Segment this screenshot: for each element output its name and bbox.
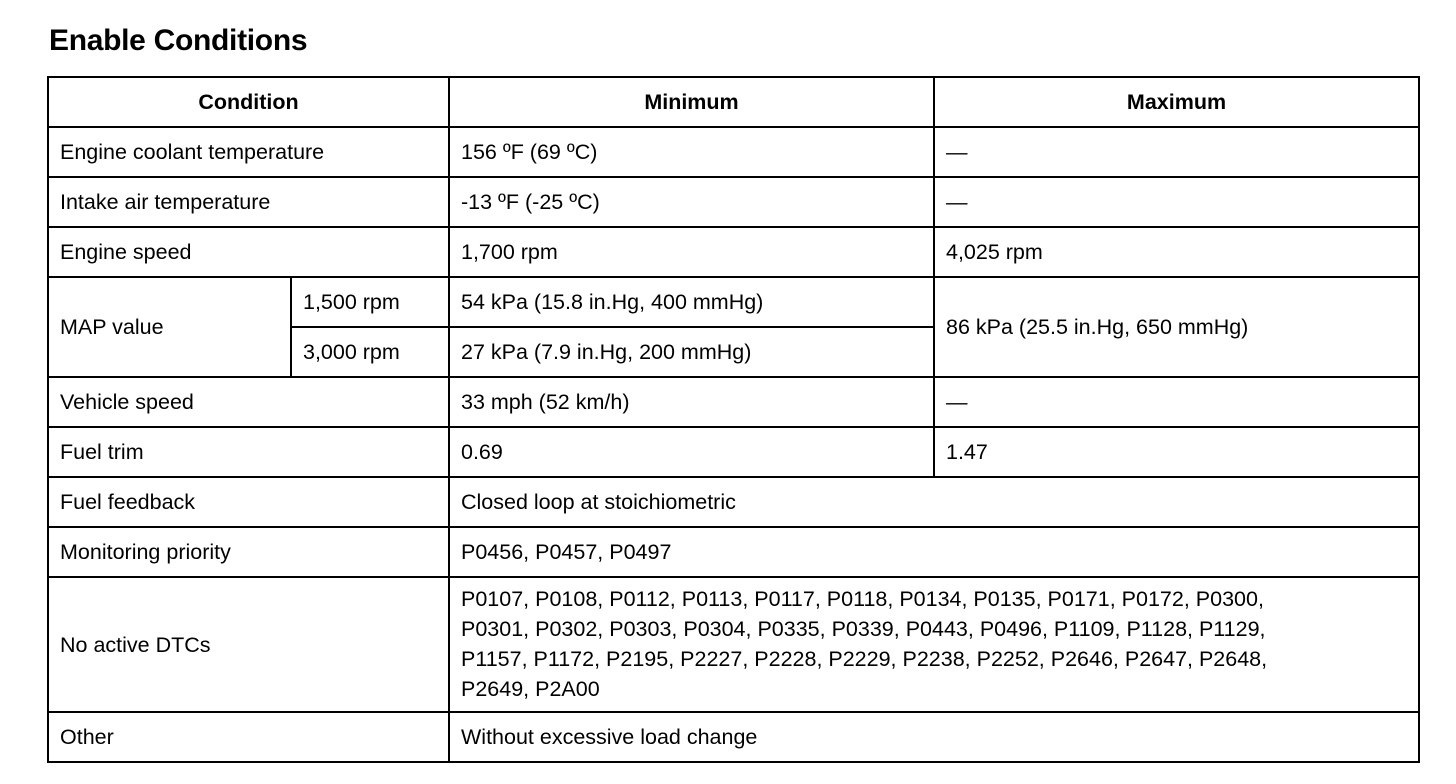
header-maximum: Maximum [934,77,1419,127]
condition-label: Monitoring priority [48,527,449,577]
sub-condition: 1,500 rpm [291,277,449,327]
table-row [48,177,1419,227]
minimum-value: 0.69 [449,427,934,477]
condition-value: Without excessive load change [449,712,1419,762]
minimum-value: -13 ºF (-25 ºC) [449,177,934,227]
table-row [48,577,1419,712]
minimum-value: 33 mph (52 km/h) [449,377,934,427]
dtc-line: P1157, P1172, P2195, P2227, P2228, P2229, P2238, P2252, P2646, P2647, P2648, [461,647,1268,671]
table-row [48,227,1419,277]
condition-label: No active DTCs [48,577,449,712]
maximum-value: — [934,177,1419,227]
table-row [48,377,1419,427]
header-condition: Condition [48,77,449,127]
dtc-line: P0301, P0302, P0303, P0304, P0335, P0339, P0443, P0496, P1109, P1128, P1129, [461,617,1266,641]
header-minimum: Minimum [449,77,934,127]
minimum-value: 1,700 rpm [449,227,934,277]
page-title: Enable Conditions [49,24,308,57]
table-row [48,277,1419,327]
enable-conditions-table [47,76,1420,763]
maximum-value: — [934,127,1419,177]
condition-label: Fuel feedback [48,477,449,527]
condition-label: Intake air temperature [48,177,449,227]
table-row [48,712,1419,762]
condition-label: Other [48,712,449,762]
condition-label: Fuel trim [48,427,449,477]
condition-label: Engine speed [48,227,449,277]
condition-label: Engine coolant temperature [48,127,449,177]
table-row [48,477,1419,527]
condition-label: MAP value [48,277,291,377]
table-row [48,427,1419,477]
maximum-value: — [934,377,1419,427]
condition-value: Closed loop at stoichiometric [449,477,1419,527]
maximum-value: 86 kPa (25.5 in.Hg, 650 mmHg) [934,277,1419,377]
minimum-value: 156 ºF (69 ºC) [449,127,934,177]
maximum-value: 1.47 [934,427,1419,477]
table-row [48,127,1419,177]
dtc-list [449,577,1419,712]
header-row [48,77,1419,127]
condition-value: P0456, P0457, P0497 [449,527,1419,577]
minimum-value: 27 kPa (7.9 in.Hg, 200 mmHg) [449,327,934,377]
minimum-value: 54 kPa (15.8 in.Hg, 400 mmHg) [449,277,934,327]
maximum-value: 4,025 rpm [934,227,1419,277]
dtc-line: P0107, P0108, P0112, P0113, P0117, P0118, P0134, P0135, P0171, P0172, P0300, [461,587,1264,611]
sub-condition: 3,000 rpm [291,327,449,377]
condition-label: Vehicle speed [48,377,449,427]
dtc-line: P2649, P2A00 [461,677,600,701]
table-row [48,527,1419,577]
